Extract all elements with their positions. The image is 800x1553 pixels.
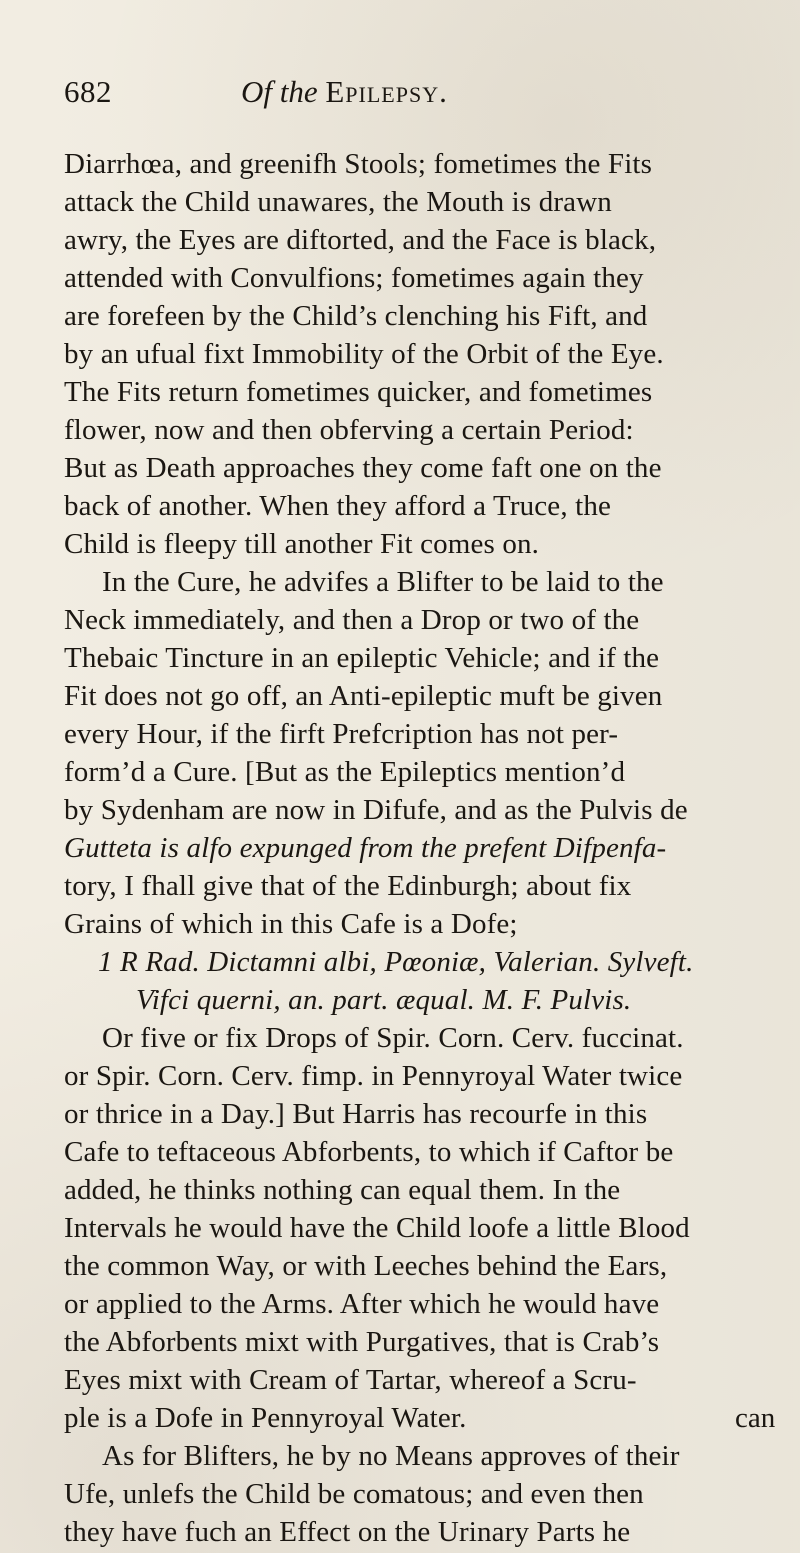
text-line: Cafe to teftaceous Abforbents, to which if Caftor be (64, 1136, 674, 1168)
running-head (241, 74, 448, 110)
text-line: by Sydenham are now in Difufe, and as the Pulvis de (64, 794, 688, 826)
text-line: Or five or fix Drops of Spir. Corn. Cerv. fuccinat. (102, 1022, 684, 1054)
text-line: awry, the Eyes are diftorted, and the Face is black, (64, 224, 657, 256)
text-line: the Abforbents mixt with Purgatives, that is Crab’s (64, 1326, 660, 1358)
text-line: attack the Child unawares, the Mouth is drawn (64, 186, 612, 218)
text-line: added, he thinks nothing can equal them. In the (64, 1174, 621, 1206)
text-line: The Fits return fometimes quicker, and fometimes (64, 376, 653, 408)
text-line: form’d a Cure. [But as the Epileptics mention’d (64, 756, 626, 788)
text-line: Diarrhœa, and greenifh Stools; fometimes the Fits (64, 148, 653, 180)
text-line: or applied to the Arms. After which he would have (64, 1288, 660, 1320)
catchword: can (735, 1402, 776, 1434)
text-line: the common Way, or with Leeches behind the Ears, (64, 1250, 668, 1282)
text-line: Ufe, unlefs the Child be comatous; and even then (64, 1478, 644, 1510)
text-line: Neck immediately, and then a Drop or two of the (64, 604, 640, 636)
text-line: Child is fleepy till another Fit comes on. (64, 528, 540, 560)
text-line: or Spir. Corn. Cerv. fimp. in Pennyroyal Water twice (64, 1060, 683, 1092)
running-head-italic: Of the (241, 74, 326, 109)
text-line: But as Death approaches they come faft one on the (64, 452, 662, 484)
text-line: In the Cure, he advifes a Blifter to be laid to the (102, 566, 664, 598)
text-line: flower, now and then obferving a certain Period: (64, 414, 634, 446)
text-line: ple is a Dofe in Pennyroyal Water. (64, 1402, 467, 1434)
text-line: attended with Convulfions; fometimes again they (64, 262, 644, 294)
text-line: or thrice in a Day.] But Harris has recourfe in this (64, 1098, 648, 1130)
recipe-line: 1 R Rad. Dictamni albi, Pœoniæ, Valerian. Sylveft. (98, 946, 694, 978)
page-header (64, 74, 724, 120)
text-line: they have fuch an Effect on the Urinary Parts he (64, 1516, 631, 1548)
page-number: 682 (64, 74, 112, 109)
text-line: Fit does not go off, an Anti-epileptic muft be given (64, 680, 663, 712)
text-line: every Hour, if the firft Prefcription has not per- (64, 718, 619, 750)
text-line: back of another. When they afford a Truce, the (64, 490, 611, 522)
text-line: Intervals he would have the Child loofe a little Blood (64, 1212, 690, 1244)
text-line: tory, I fhall give that of the Edinburgh; about fix (64, 870, 632, 902)
text-line: Gutteta is alfo expunged from the prefent Difpenfa- (64, 832, 667, 864)
text-line: Grains of which in this Cafe is a Dofe; (64, 908, 518, 940)
recipe-line: Vifci querni, an. part. æqual. M. F. Pulvis. (136, 984, 632, 1016)
running-head-caps: Epilepsy. (325, 74, 448, 109)
text-line: by an ufual fixt Immobility of the Orbit of the Eye. (64, 338, 664, 370)
text-line: Eyes mixt with Cream of Tartar, whereof a Scru- (64, 1364, 637, 1396)
text-line: As for Blifters, he by no Means approves of their (102, 1440, 680, 1472)
text-line: are forefeen by the Child’s clenching his Fift, and (64, 300, 648, 332)
text-line: Thebaic Tincture in an epileptic Vehicle; and if the (64, 642, 660, 674)
